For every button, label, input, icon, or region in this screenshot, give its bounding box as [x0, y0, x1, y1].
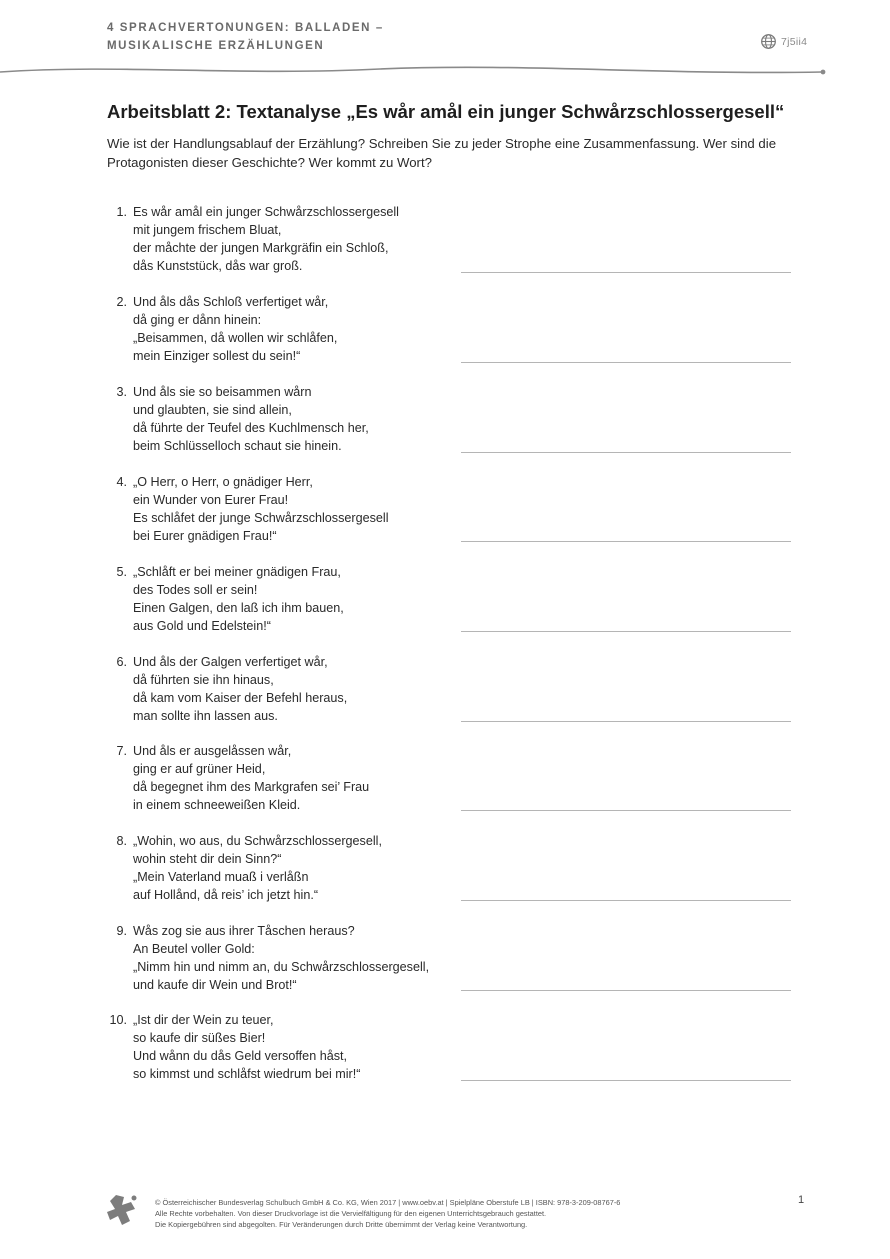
stanza-number: 4.	[116, 475, 127, 489]
stanza-line: då führten sie ihn hinaus,	[133, 673, 274, 687]
stanza-number: 2.	[116, 295, 127, 309]
stanza-line: mein Einziger sollest du sein!“	[133, 349, 301, 363]
stanza-line: beim Schlüsselloch schaut sie hinein.	[133, 439, 342, 453]
stanza-line: und glaubten, sie sind allein,	[133, 403, 292, 417]
globe-icon	[760, 33, 777, 50]
stanza-number: 10.	[109, 1013, 127, 1027]
stanza-line: „Nimm hin und nimm an, du Schwårzschlossergesell,	[133, 960, 430, 974]
stanza-number: 6.	[116, 655, 127, 669]
stanza-line: so kimmst und schlåfst wiedrum bei mir!“	[133, 1067, 361, 1081]
stanza-number: 3.	[116, 385, 127, 399]
stanza-line: då ging er dånn hinein:	[133, 313, 262, 327]
online-code[interactable]	[760, 33, 807, 50]
stanza-line: „Wohin, wo aus, du Schwårzschlossergesell,	[133, 834, 382, 848]
copyright-line: Die Kopiergebühren sind abgegolten. Für Veränderungen durch Dritte übernimmt der Verlag keine Verantwortung.	[155, 1220, 528, 1229]
answer-line[interactable]	[461, 362, 791, 363]
stanza-line: „Mein Vaterland muaß i verlåßn	[133, 870, 309, 884]
stanza-line: då führte der Teufel des Kuchlmensch her,	[133, 421, 369, 435]
stanza-line: Wås zog sie aus ihrer Tåschen heraus?	[133, 924, 355, 938]
stanza-line: so kaufe dir süßes Bier!	[133, 1031, 266, 1045]
stanza-line: Es schlåfet der junge Schwårzschlossergesell	[133, 511, 389, 525]
chapter-heading-line1: 4 SPRACHVERTONUNGEN: BALLADEN –	[107, 22, 384, 34]
header-divider	[0, 60, 890, 80]
stanza-line: des Todes soll er sein!	[133, 583, 258, 597]
chapter-heading-line2: MUSIKALISCHE ERZÄHLUNGEN	[107, 40, 325, 52]
online-code-text: 7j5ii4	[781, 35, 808, 48]
stanza-line: „Beisammen, då wollen wir schlåfen,	[133, 331, 338, 345]
stanza-line: man sollte ihn lassen aus.	[133, 709, 278, 723]
stanza-line: „Schlåft er bei meiner gnädigen Frau,	[133, 565, 341, 579]
answer-line[interactable]	[461, 272, 791, 273]
page-number: 1	[798, 1194, 805, 1206]
stanza-number: 9.	[116, 924, 127, 938]
stanza-number: 7.	[116, 744, 127, 758]
stanza-number: 8.	[116, 834, 127, 848]
stanza-line: „O Herr, o Herr, o gnädiger Herr,	[133, 475, 313, 489]
stanza-line: Es wår amål ein junger Schwårzschlossergesell	[133, 205, 399, 219]
stanza-line: in einem schneeweißen Kleid.	[133, 798, 301, 812]
stanza-line: und kaufe dir Wein und Brot!“	[133, 978, 297, 992]
stanza-line: An Beutel voller Gold:	[133, 942, 255, 956]
publisher-logo-icon	[104, 1193, 142, 1227]
task-instructions: Wie ist der Handlungsablauf der Erzählung? Schreiben Sie zu jeder Strophe eine Zusammenfassung. Wer sind die Protagonisten dieser Geschichte? Wer kommt zu Wort?	[107, 136, 777, 170]
answer-line[interactable]	[461, 541, 791, 542]
answer-line[interactable]	[461, 900, 791, 901]
stanza-number: 1.	[116, 205, 127, 219]
stanza-line: wohin steht dir dein Sinn?“	[133, 852, 282, 866]
answer-line[interactable]	[461, 990, 791, 991]
copyright-notice	[155, 1197, 755, 1230]
copyright-line: Alle Rechte vorbehalten. Von dieser Druckvorlage ist die Vervielfältigung für den eigenen Unterrichtsgebrauch gestattet.	[155, 1209, 547, 1218]
stanza-line: aus Gold und Edelstein!“	[133, 619, 271, 633]
stanza-line: Und åls dås Schloß verfertiget wår,	[133, 295, 329, 309]
stanza-line: „Ist dir der Wein zu teuer,	[133, 1013, 274, 1027]
answer-line[interactable]	[461, 1080, 791, 1081]
stanza-line: då begegnet ihm des Markgrafen sei’ Frau	[133, 780, 370, 794]
stanza-line: bei Eurer gnädigen Frau!“	[133, 529, 277, 543]
stanza-line: auf Hollånd, då reis’ ich jetzt hin.“	[133, 888, 319, 902]
stanza-number: 5.	[116, 565, 127, 579]
answer-line[interactable]	[461, 452, 791, 453]
stanza-line: Und åls der Galgen verfertiget wår,	[133, 655, 328, 669]
answer-line[interactable]	[461, 631, 791, 632]
stanza-line: då kam vom Kaiser der Befehl heraus,	[133, 691, 348, 705]
chapter-heading	[107, 19, 384, 55]
copyright-line: © Österreichischer Bundesverlag Schulbuch GmbH & Co. KG, Wien 2017 | www.oebv.at | Spielpläne Oberstufe LB | ISBN: 978-3-209-08767-6	[155, 1198, 621, 1207]
stanza-line: der måchte der jungen Markgräfin ein Schloß,	[133, 241, 389, 255]
stanza-line: Einen Galgen, den laß ich ihm bauen,	[133, 601, 344, 615]
stanza-line: Und wånn du dås Geld versoffen håst,	[133, 1049, 347, 1063]
stanza-line: Und åls er ausgelåssen wår,	[133, 744, 292, 758]
answer-line[interactable]	[461, 810, 791, 811]
stanza-line: mit jungem frischem Bluat,	[133, 223, 282, 237]
stanza-line: Und åls sie so beisammen wårn	[133, 385, 312, 399]
stanza-line: ging er auf grüner Heid,	[133, 762, 266, 776]
answer-line[interactable]	[461, 721, 791, 722]
stanza-line: ein Wunder von Eurer Frau!	[133, 493, 289, 507]
stanza-line: dås Kunststück, dås war groß.	[133, 259, 303, 273]
worksheet-title: Arbeitsblatt 2: Textanalyse „Es wår amål ein junger Schwårzschlossergesell“	[107, 101, 785, 122]
